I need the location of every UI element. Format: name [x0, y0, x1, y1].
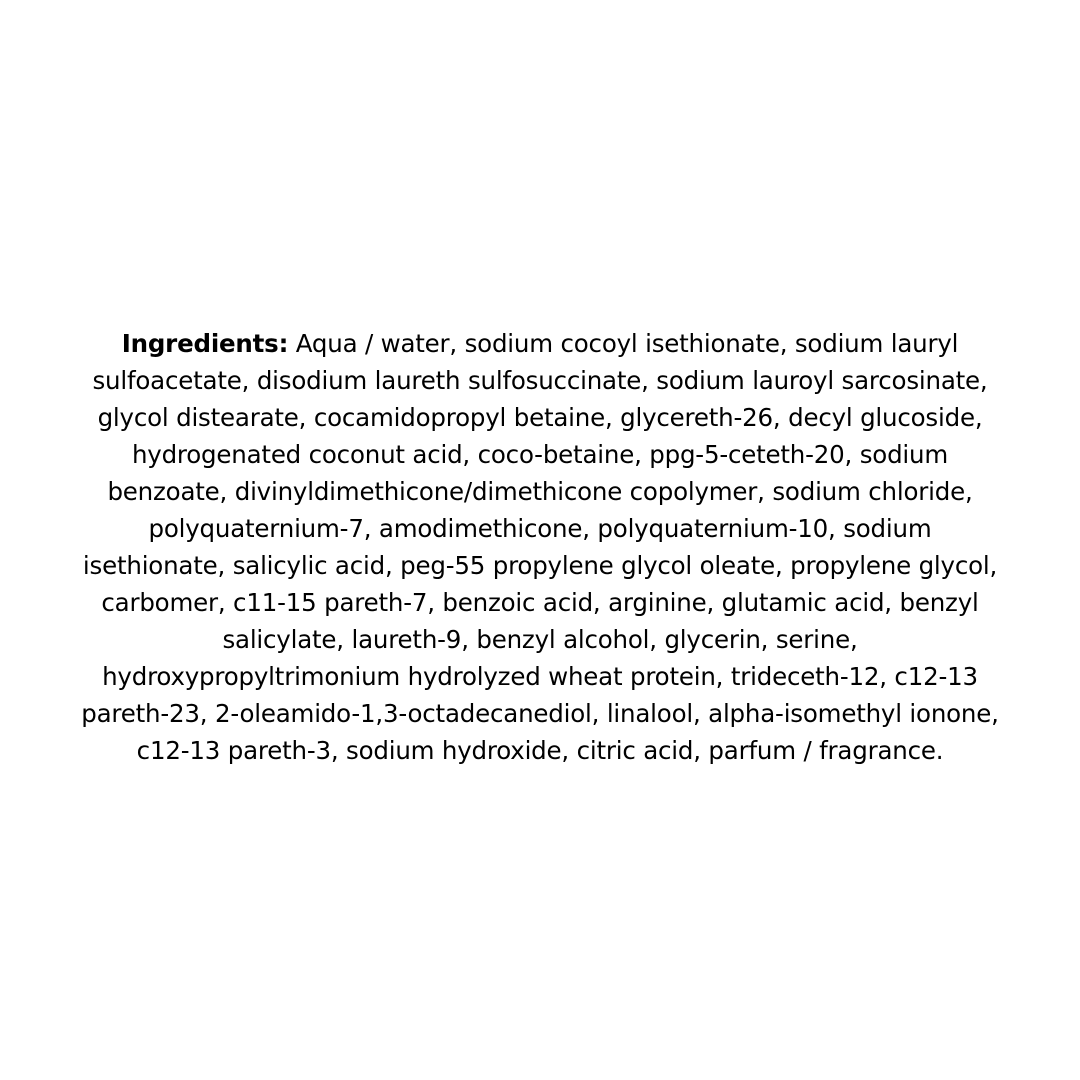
ingredients-list: Aqua / water, sodium cocoyl isethionate, sodium lauryl sulfoacetate, disodium laureth sulfosuccinate, sodium lauroyl sarcosinate, glycol distearate, cocamidopropyl betaine, glycereth-26, decyl glucoside, hydrogenated coconut acid, coco-betaine, ppg-5-ceteth-20, sodium benzoate, divinyldimethicone/dimethicone copolymer, sodium chloride, polyquaternium-7, amodimethicone, polyquaternium-10, sodium isethionate, salicylic acid, peg-55 propylene glycol oleate, propylene glycol, carbomer, c11-15 pareth-7, benzoic acid, arginine, glutamic acid, benzyl salicylate, laureth-9, benzyl alcohol, glycerin, serine, hydroxypropyltrimonium hydrolyzed wheat protein, trideceth-12, c12-13 pareth-23, 2-oleamido-1,3-octadecanediol, linalool, alpha-isomethyl ionone, c12-13 pareth-3, sodium hydroxide, citric acid, parfum / fragrance. [81, 328, 999, 765]
ingredients-heading: Ingredients: [121, 328, 289, 358]
ingredients-paragraph [80, 325, 1000, 769]
